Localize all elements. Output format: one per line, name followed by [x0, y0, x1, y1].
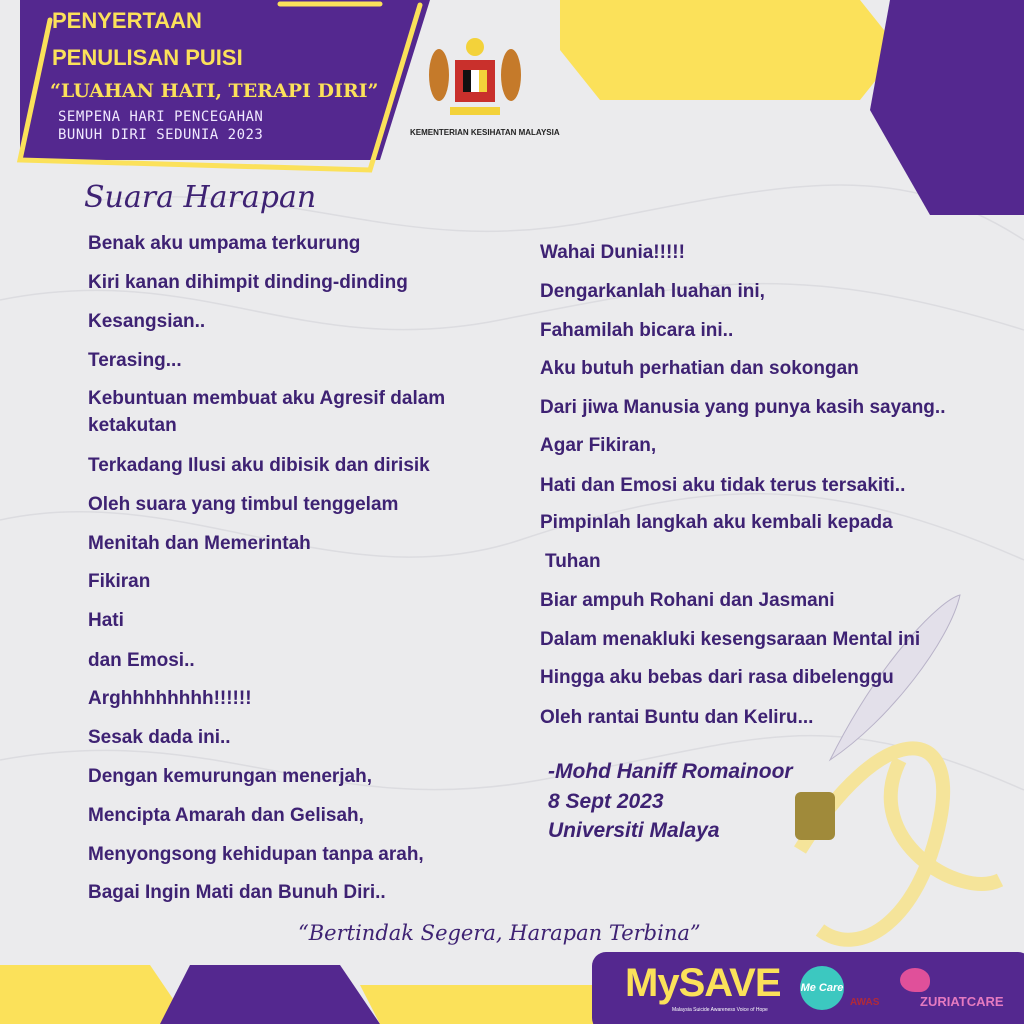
poem-line: Terasing... — [88, 350, 182, 371]
awas-logo: AWAS — [850, 997, 880, 1008]
poem-line: Dari jiwa Manusia yang punya kasih sayang.. — [540, 397, 946, 418]
poem-line: Hati dan Emosi aku tidak terus tersakiti.. — [540, 475, 906, 496]
poem-line: Bagai Ingin Mati dan Bunuh Diri.. — [88, 882, 386, 903]
tagline: “Bertindak Segera, Harapan Terbina” — [298, 921, 701, 945]
poem-line: Dengan kemurungan menerjah, — [88, 766, 373, 787]
ministry-label: KEMENTERIAN KESIHATAN MALAYSIA — [410, 128, 560, 137]
header-subtitle-line2: BUNUH DIRI SEDUNIA 2023 — [58, 127, 264, 143]
poem-line: ketakutan — [88, 415, 177, 436]
header-title-line2: PENULISAN PUISI — [52, 45, 243, 70]
poem-line: Wahai Dunia!!!!! — [540, 242, 685, 263]
poem-line: Fikiran — [88, 571, 151, 592]
poem-line: Arghhhhhhhh!!!!!! — [88, 688, 252, 709]
poem-line: Hingga aku bebas dari rasa dibelenggu — [540, 667, 894, 688]
poem-line: Menyongsong kehidupan tanpa arah, — [88, 844, 424, 865]
zuriatcare-heart-icon — [900, 968, 930, 992]
poem-line: Tuhan — [545, 551, 601, 572]
poem-line: Biar ampuh Rohani dan Jasmani — [540, 590, 835, 611]
malaysia-coat-of-arms-icon — [425, 35, 525, 120]
poem-institution: Universiti Malaya — [548, 819, 720, 842]
poem-author: -Mohd Haniff Romainoor — [548, 760, 793, 783]
poem-line: Dalam menakluki kesengsaraan Mental ini — [540, 629, 921, 650]
poem-line: Oleh rantai Buntu dan Keliru... — [540, 707, 814, 728]
mysave-logo: MySAVE — [625, 961, 781, 1005]
poem-line: dan Emosi.. — [88, 650, 195, 671]
poem-date: 8 Sept 2023 — [548, 790, 664, 813]
poem-line: Dengarkanlah luahan ini, — [540, 281, 765, 302]
poem-line: Mencipta Amarah dan Gelisah, — [88, 805, 364, 826]
poem-line: Terkadang Ilusi aku dibisik dan dirisik — [88, 455, 430, 476]
poem-line: Hati — [88, 610, 124, 631]
poem-line: Fahamilah bicara ini.. — [540, 320, 734, 341]
header-theme: “LUAHAN HATI, TERAPI DIRI” — [50, 80, 379, 102]
header-title-line1: PENYERTAAN — [52, 8, 202, 33]
mysave-tagline: Malaysia Suicide Awareness Voice of Hope — [672, 1007, 768, 1013]
poem-line: Agar Fikiran, — [540, 435, 657, 456]
poem-line: Aku butuh perhatian dan sokongan — [540, 358, 859, 379]
poem-line: Pimpinlah langkah aku kembali kepada — [540, 512, 893, 533]
poem-line: Kiri kanan dihimpit dinding-dinding — [88, 272, 408, 293]
zuriatcare-logo: ZURIATCARE — [920, 994, 1004, 1009]
poem-line: Kesangsian.. — [88, 311, 206, 332]
poem-line: Sesak dada ini.. — [88, 727, 231, 748]
mecare-logo: Me Care — [800, 966, 844, 1010]
header-subtitle-line1: SEMPENA HARI PENCEGAHAN — [58, 109, 264, 125]
poem-line: Menitah dan Memerintah — [88, 533, 311, 554]
poem-line: Kebuntuan membuat aku Agresif dalam — [88, 388, 446, 409]
poem-line: Benak aku umpama terkurung — [88, 233, 361, 254]
poem-line: Oleh suara yang timbul tenggelam — [88, 494, 399, 515]
poem-title: Suara Harapan — [84, 180, 317, 215]
